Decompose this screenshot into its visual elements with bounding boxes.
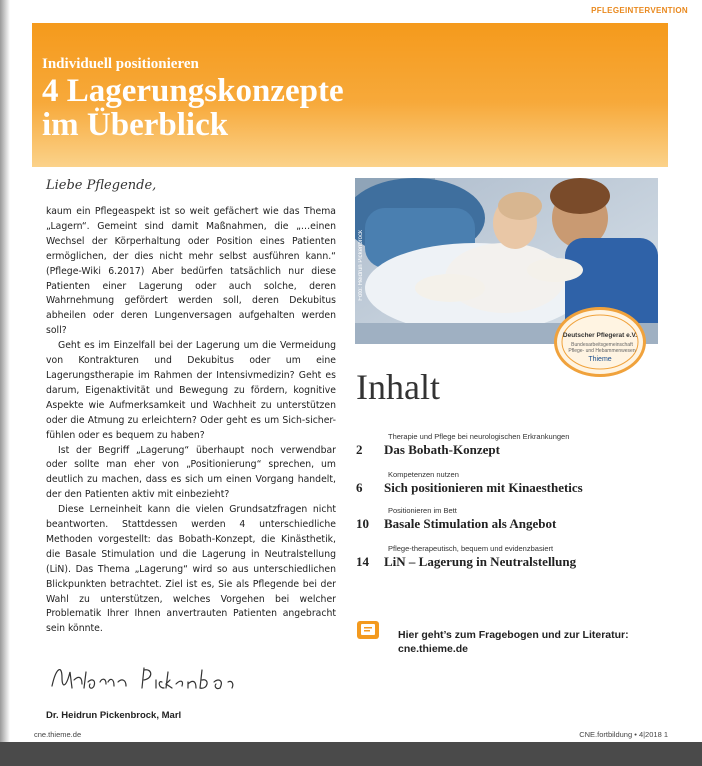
seal-subtitle: Bundesarbeitsgemeinschaft Pflege- und Hebammenwesen bbox=[568, 342, 636, 354]
footer-website: cne.thieme.de bbox=[34, 730, 82, 739]
toc-title: Inhalt bbox=[356, 367, 440, 407]
bottom-bar bbox=[0, 742, 702, 766]
toc-item-page: 2 bbox=[356, 442, 363, 457]
letter-paragraph: Diese Lerneinheit kann die vielen Grundsatzfragen nicht beantworten. Stattdessen werden 4 unterschiedliche Methoden vorgestellt: das Bobath-Konzept, die Kinästhetik, die Basale Stimulation und die Lagerung in Neutralstellung (LiN). Das Thema „Lagerung“ wird so aus unterschiedlichen Blickpunkten betrachtet. Ziel ist es, Sie als Pflegende bei der Wahl zu unterstützen, welches Vorgehen bei welcher Problematik Ihrer Ihnen anvertrauten Patienten angebracht sein könnte. bbox=[46, 504, 336, 635]
letter-body bbox=[46, 205, 336, 637]
letter-paragraph: Geht es im Einzelfall bei der Lagerung um die Vermeidung von Kontrakturen und Dekubitus oder um eine Lagerungstherapie im Rahmen der Intensivmedizin? Geht es darum, Eigenaktivität und Bewegung zu fördern, kognitive Aspekte wie Aufmerksamkeit und Wachheit zu unterstützen oder die Atmung zu erleichtern? Oder geht es um Sich-sicher-fühlen oder es bequem zu haben? bbox=[46, 340, 336, 441]
cta-line-1: Hier geht’s zum Fragebogen und zur Literatur: bbox=[398, 629, 629, 641]
thieme-logo: Thieme bbox=[588, 356, 612, 363]
toc-item-kicker: Pflege-therapeutisch, bequem und evidenzbasiert bbox=[388, 544, 554, 553]
footer-issue: CNE.fortbildung • 4|2018 1 bbox=[579, 730, 668, 739]
author-name: Dr. Heidrun Pickenbrock, Marl bbox=[46, 710, 182, 721]
cta-line-2: cne.thieme.de bbox=[398, 643, 469, 655]
section-label: PFLEGEINTERVENTION bbox=[591, 6, 688, 15]
toc-item-title: LiN – Lagerung in Neutralstellung bbox=[384, 554, 577, 569]
toc-item-kicker: Kompetenzen nutzen bbox=[388, 470, 459, 479]
article-title bbox=[42, 74, 344, 142]
toc-item-page: 6 bbox=[356, 480, 363, 495]
page-edge-shadow bbox=[0, 0, 10, 766]
letter-paragraph: Ist der Begriff „Lagerung“ überhaupt noch verwendbar oder sollte man eher von „Positionierung“ sprechen, um deutlich zu machen, dass es sich um einen Vorgang handelt, der den Patienten aktiv mit einbezieht? bbox=[46, 444, 336, 501]
toc-item-page: 10 bbox=[356, 516, 369, 531]
signature-image bbox=[48, 658, 248, 698]
title-line-2: im Überblick bbox=[42, 107, 229, 143]
tablet-icon bbox=[356, 618, 380, 642]
toc-item-page: 14 bbox=[356, 554, 369, 569]
certification-seal bbox=[554, 307, 646, 377]
toc-item-title: Das Bobath-Konzept bbox=[384, 442, 500, 457]
title-line-1: 4 Lagerungskonzepte bbox=[42, 73, 344, 109]
toc-item-title: Basale Stimulation als Angebot bbox=[384, 516, 557, 531]
toc-item-kicker: Therapie und Pflege bei neurologischen Erkrankungen bbox=[388, 432, 570, 441]
toc-item-kicker: Positionieren im Bett bbox=[388, 506, 457, 515]
letter-greeting: Liebe Pflegende, bbox=[46, 178, 157, 193]
letter-paragraph: kaum ein Pflegeaspekt ist so weit gefächert wie das Thema „Lagern“. Gemeint sind damit Maßnahmen, die „…einen Wechsel der Körperhaltung oder Position eines Patienten ermöglichen, der dies nicht mehr selbst ausführen kann.“ (Pflege-Wiki 6.2017) Aber bedürfen tatsächlich nur diese Patienten einer Lagerung oder auch solche, deren Wahrnehmung gefördert werden soll, deren Dekubitus abheilen oder deren Lungenversagen aufgehalten werden soll? bbox=[46, 206, 336, 337]
seal-name: Deutscher Pflegerat e.V. bbox=[562, 332, 638, 339]
questionnaire-link[interactable] bbox=[398, 628, 629, 656]
toc-item-title: Sich positionieren mit Kinaesthetics bbox=[384, 480, 583, 495]
article-kicker: Individuell positionieren bbox=[42, 56, 199, 72]
photo-credit: Foto: Heidrun Pickenbrock bbox=[358, 230, 364, 301]
